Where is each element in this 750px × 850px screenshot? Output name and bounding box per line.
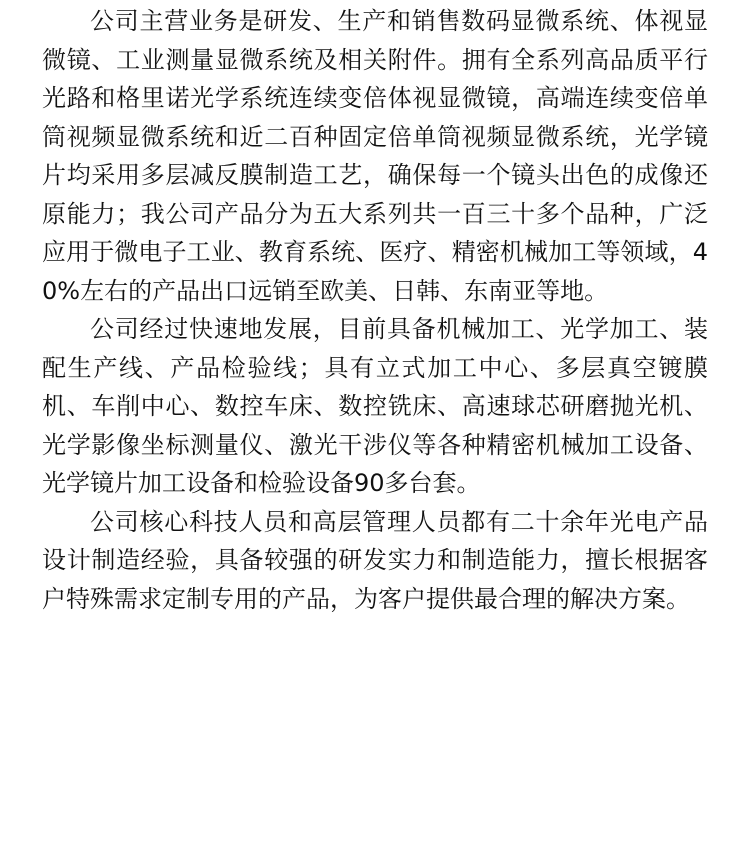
paragraph-main-business: 公司主营业务是研发、生产和销售数码显微系统、体视显微镜、工业测量显微系统及相关附件。拥有全系列高品质平行光路和格里诺光学系统连续变倍体视显微镜，高端连续变倍单筒视频显微系统和近二百种固定倍单筒视频显微系统，光学镜片均采用多层减反膜制造工艺，确保每一个镜头出色的成像还原能力；我公司产品分为五大系列共一百三十多个品种，广泛应用于微电子工业、教育系统、医疗、精密机械加工等领域，40%左右的产品出口远销至欧美、日韩、东南亚等地。 <box>42 7 708 305</box>
paragraph-core-team: 公司核心科技人员和高层管理人员都有二十余年光电产品设计制造经验，具备较强的研发实力和制造能力，擅长根据客户特殊需求定制专用的产品，为客户提供最合理的解决方案。 <box>42 507 708 613</box>
paragraph-production-capability: 公司经过快速地发展，目前具备机械加工、光学加工、装配生产线、产品检验线；具有立式加工中心、多层真空镀膜机、车削中心、数控车床、数控铣床、高速球芯研磨抛光机、光学影像坐标测量仪、激光干涉仪等各种精密机械加工设备、光学镜片加工设备和检验设备90多台套。 <box>42 315 708 497</box>
document-body <box>42 0 708 618</box>
